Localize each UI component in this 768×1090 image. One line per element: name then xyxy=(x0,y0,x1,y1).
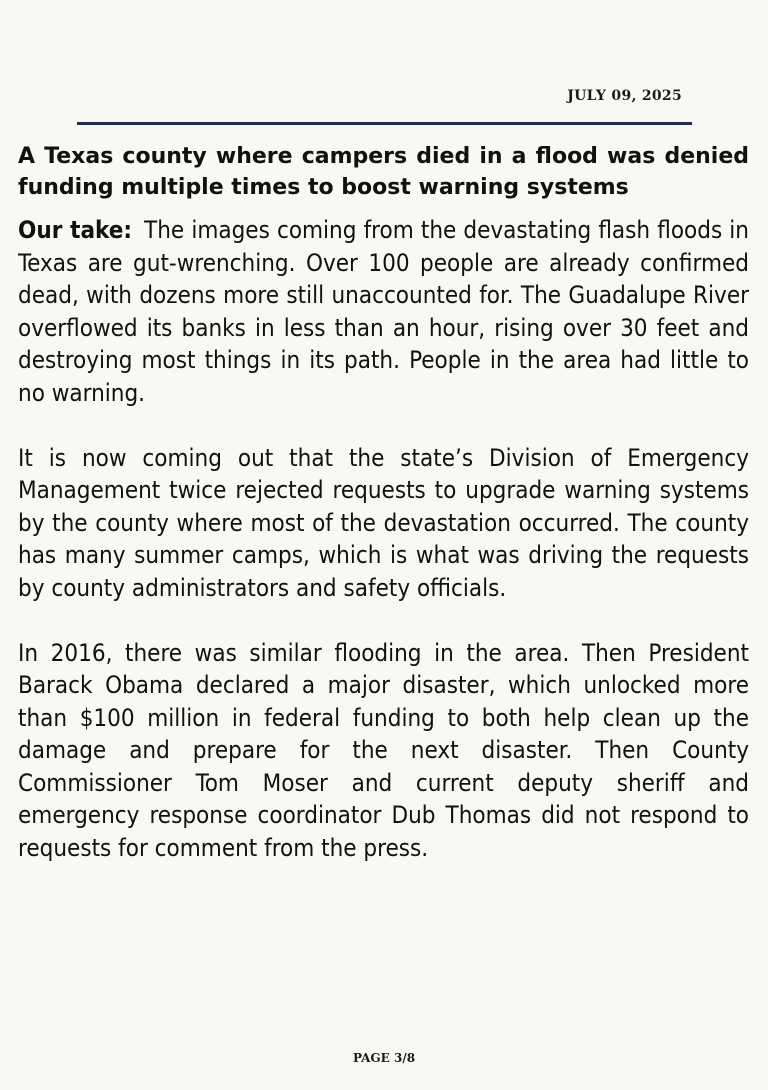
page-date: JULY 09, 2025 xyxy=(567,88,682,104)
our-take-label: Our take: xyxy=(18,216,133,244)
article-body xyxy=(18,141,749,864)
header-divider xyxy=(77,122,692,125)
article-paragraph-3: In 2016, there was similar flooding in the area. Then President Barack Obama declared a major disaster, which unlocked more than $100 million in federal funding to both help clean up the damage and prepare for the next disaster. Then County Commissioner Tom Moser and current deputy sheriff and emergency response coordinator Dub Thomas did not respond to requests for comment from the press. xyxy=(18,638,749,862)
article-headline: A Texas county where campers died in a flood was denied funding multiple times to boost warning systems xyxy=(18,144,749,200)
page-number: PAGE 3/8 xyxy=(352,1051,416,1065)
paragraph-1-text: The images coming from the devastating flash floods in Texas are gut-wrenching. Over 100 people are already confirmed dead, with dozens more still unaccounted for. The Guadalupe River overflowed its banks in less than an hour, rising over 30 feet and destroying most things in its path. People in the area had little to no warning. xyxy=(18,216,749,407)
article-paragraph-2: It is now coming out that the state’s Division of Emergency Management twice rejected requests to upgrade warning systems by the county where most of the devastation occurred. The county has many summer camps, which is what was driving the requests by county administrators and safety officials. xyxy=(18,443,749,602)
article-paragraph-1 xyxy=(18,214,749,409)
